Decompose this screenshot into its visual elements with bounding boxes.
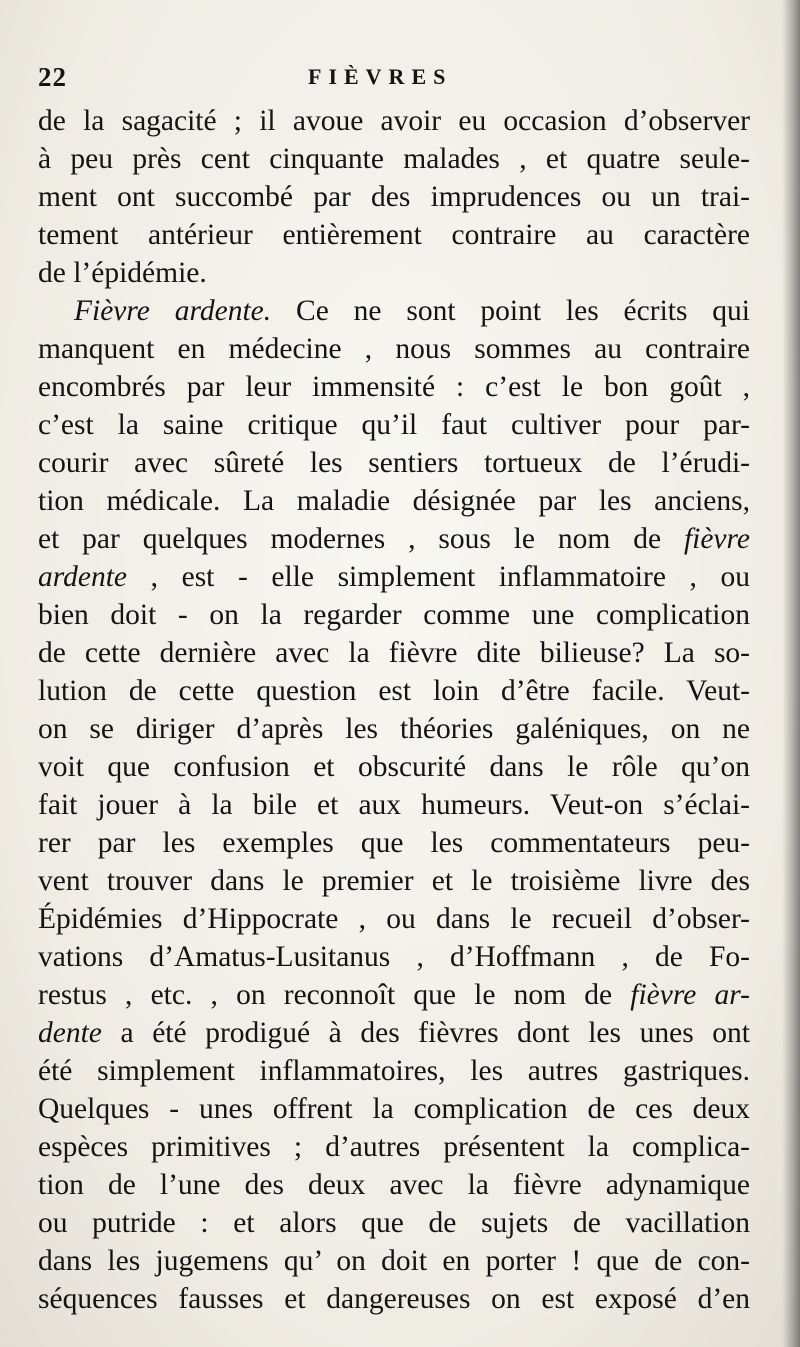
text-line <box>38 330 750 368</box>
text-segment: manquent en médecine , nous sommes au contraire <box>38 333 750 365</box>
text-segment: a été prodigué à des fièvres dont les unes ont <box>101 1017 750 1049</box>
text-line <box>38 672 750 710</box>
italic-text-segment: Fièvre ardente. <box>74 295 272 327</box>
text-segment: fait jouer à la bile et aux humeurs. Veut-on s’éclai- <box>38 789 750 821</box>
text-line <box>38 748 750 786</box>
text-line <box>38 1090 750 1128</box>
text-line <box>38 102 750 140</box>
text-line <box>38 710 750 748</box>
text-line <box>38 900 750 938</box>
text-segment: dans les jugemens qu’ on doit en porter ! que de con- <box>38 1245 750 1277</box>
text-segment: de la sagacité ; il avoue avoir eu occasion d’observer <box>38 105 750 137</box>
text-segment: Ce ne sont point les écrits qui <box>271 295 751 327</box>
text-segment: tement antérieur entièrement contraire au caractère <box>38 219 750 251</box>
text-segment: Quelques - unes offrent la complication de ces deux <box>38 1093 750 1125</box>
text-segment: c’est la saine critique qu’il faut cultiver pour par- <box>38 409 750 441</box>
text-line <box>38 520 750 558</box>
page-header <box>38 62 768 96</box>
text-line <box>38 862 750 900</box>
text-line <box>38 1204 750 1242</box>
text-line <box>38 292 750 330</box>
text-segment: Épidémies d’Hippocrate , ou dans le recueil d’obser- <box>38 903 750 935</box>
text-segment: de cette dernière avec la fièvre dite bilieuse? La so- <box>38 637 750 669</box>
text-segment: lution de cette question est loin d’être facile. Veut- <box>38 675 750 707</box>
italic-text-segment: fièvre ar- <box>630 979 750 1011</box>
text-segment: ment ont succombé par des imprudences ou un trai- <box>38 181 750 213</box>
text-segment: encombrés par leur immensité : c’est le bon goût , <box>38 371 750 403</box>
text-line <box>38 482 750 520</box>
text-line <box>38 444 750 482</box>
text-line <box>38 406 750 444</box>
text-line <box>38 1014 750 1052</box>
text-segment: bien doit - on la regarder comme une complication <box>38 599 750 631</box>
text-segment: vations d’Amatus-Lusitanus , d’Hoffmann , de Fo- <box>38 941 750 973</box>
text-segment: vent trouver dans le premier et le troisième livre des <box>38 865 750 897</box>
text-segment: rer par les exemples que les commentateurs peu- <box>38 827 750 859</box>
text-segment: on se diriger d’après les théories galéniques, on ne <box>38 713 750 745</box>
text-line <box>38 824 750 862</box>
text-segment: été simplement inflammatoires, les autres gastriques. <box>38 1055 750 1087</box>
text-line <box>38 938 750 976</box>
text-segment: voit que confusion et obscurité dans le rôle qu’on <box>38 751 750 783</box>
text-segment: courir avec sûreté les sentiers tortueux de l’érudi- <box>38 447 750 479</box>
text-line <box>38 1128 750 1166</box>
text-line <box>38 596 750 634</box>
page-number: 22 <box>38 62 67 92</box>
text-line <box>38 1280 750 1318</box>
text-line <box>38 178 750 216</box>
text-segment: à peu près cent cinquante malades , et quatre seule- <box>38 143 750 175</box>
text-line <box>38 216 750 254</box>
text-line <box>38 558 750 596</box>
text-segment: tion de l’une des deux avec la fièvre adynamique <box>38 1169 750 1201</box>
page-edge-shadow <box>782 0 800 1347</box>
running-head: FIÈVRES <box>308 64 453 89</box>
text-line <box>38 1242 750 1280</box>
text-segment: restus , etc. , on reconnoît que le nom de <box>38 979 631 1011</box>
text-segment: de l’épidémie. <box>38 257 207 289</box>
text-line <box>38 786 750 824</box>
text-segment: séquences fausses et dangereuses on est exposé d’en <box>38 1283 750 1315</box>
text-line <box>38 368 750 406</box>
text-segment: tion médicale. La maladie désignée par les anciens, <box>38 485 750 517</box>
italic-text-segment: fièvre <box>683 523 750 555</box>
text-segment: espèces primitives ; d’autres présentent la complica- <box>38 1131 750 1163</box>
text-line <box>38 1166 750 1204</box>
text-line <box>38 976 750 1014</box>
text-segment: ou putride : et alors que de sujets de vacillation <box>38 1207 750 1239</box>
text-segment: et par quelques modernes , sous le nom de <box>38 523 684 555</box>
text-segment: , est - elle simplement inflammatoire , ou <box>127 561 750 593</box>
body-text <box>38 102 750 1318</box>
italic-text-segment: ardente <box>38 561 128 593</box>
italic-text-segment: dente <box>38 1017 102 1049</box>
text-line <box>38 1052 750 1090</box>
text-line <box>38 634 750 672</box>
text-line <box>38 254 750 292</box>
text-line <box>38 140 750 178</box>
